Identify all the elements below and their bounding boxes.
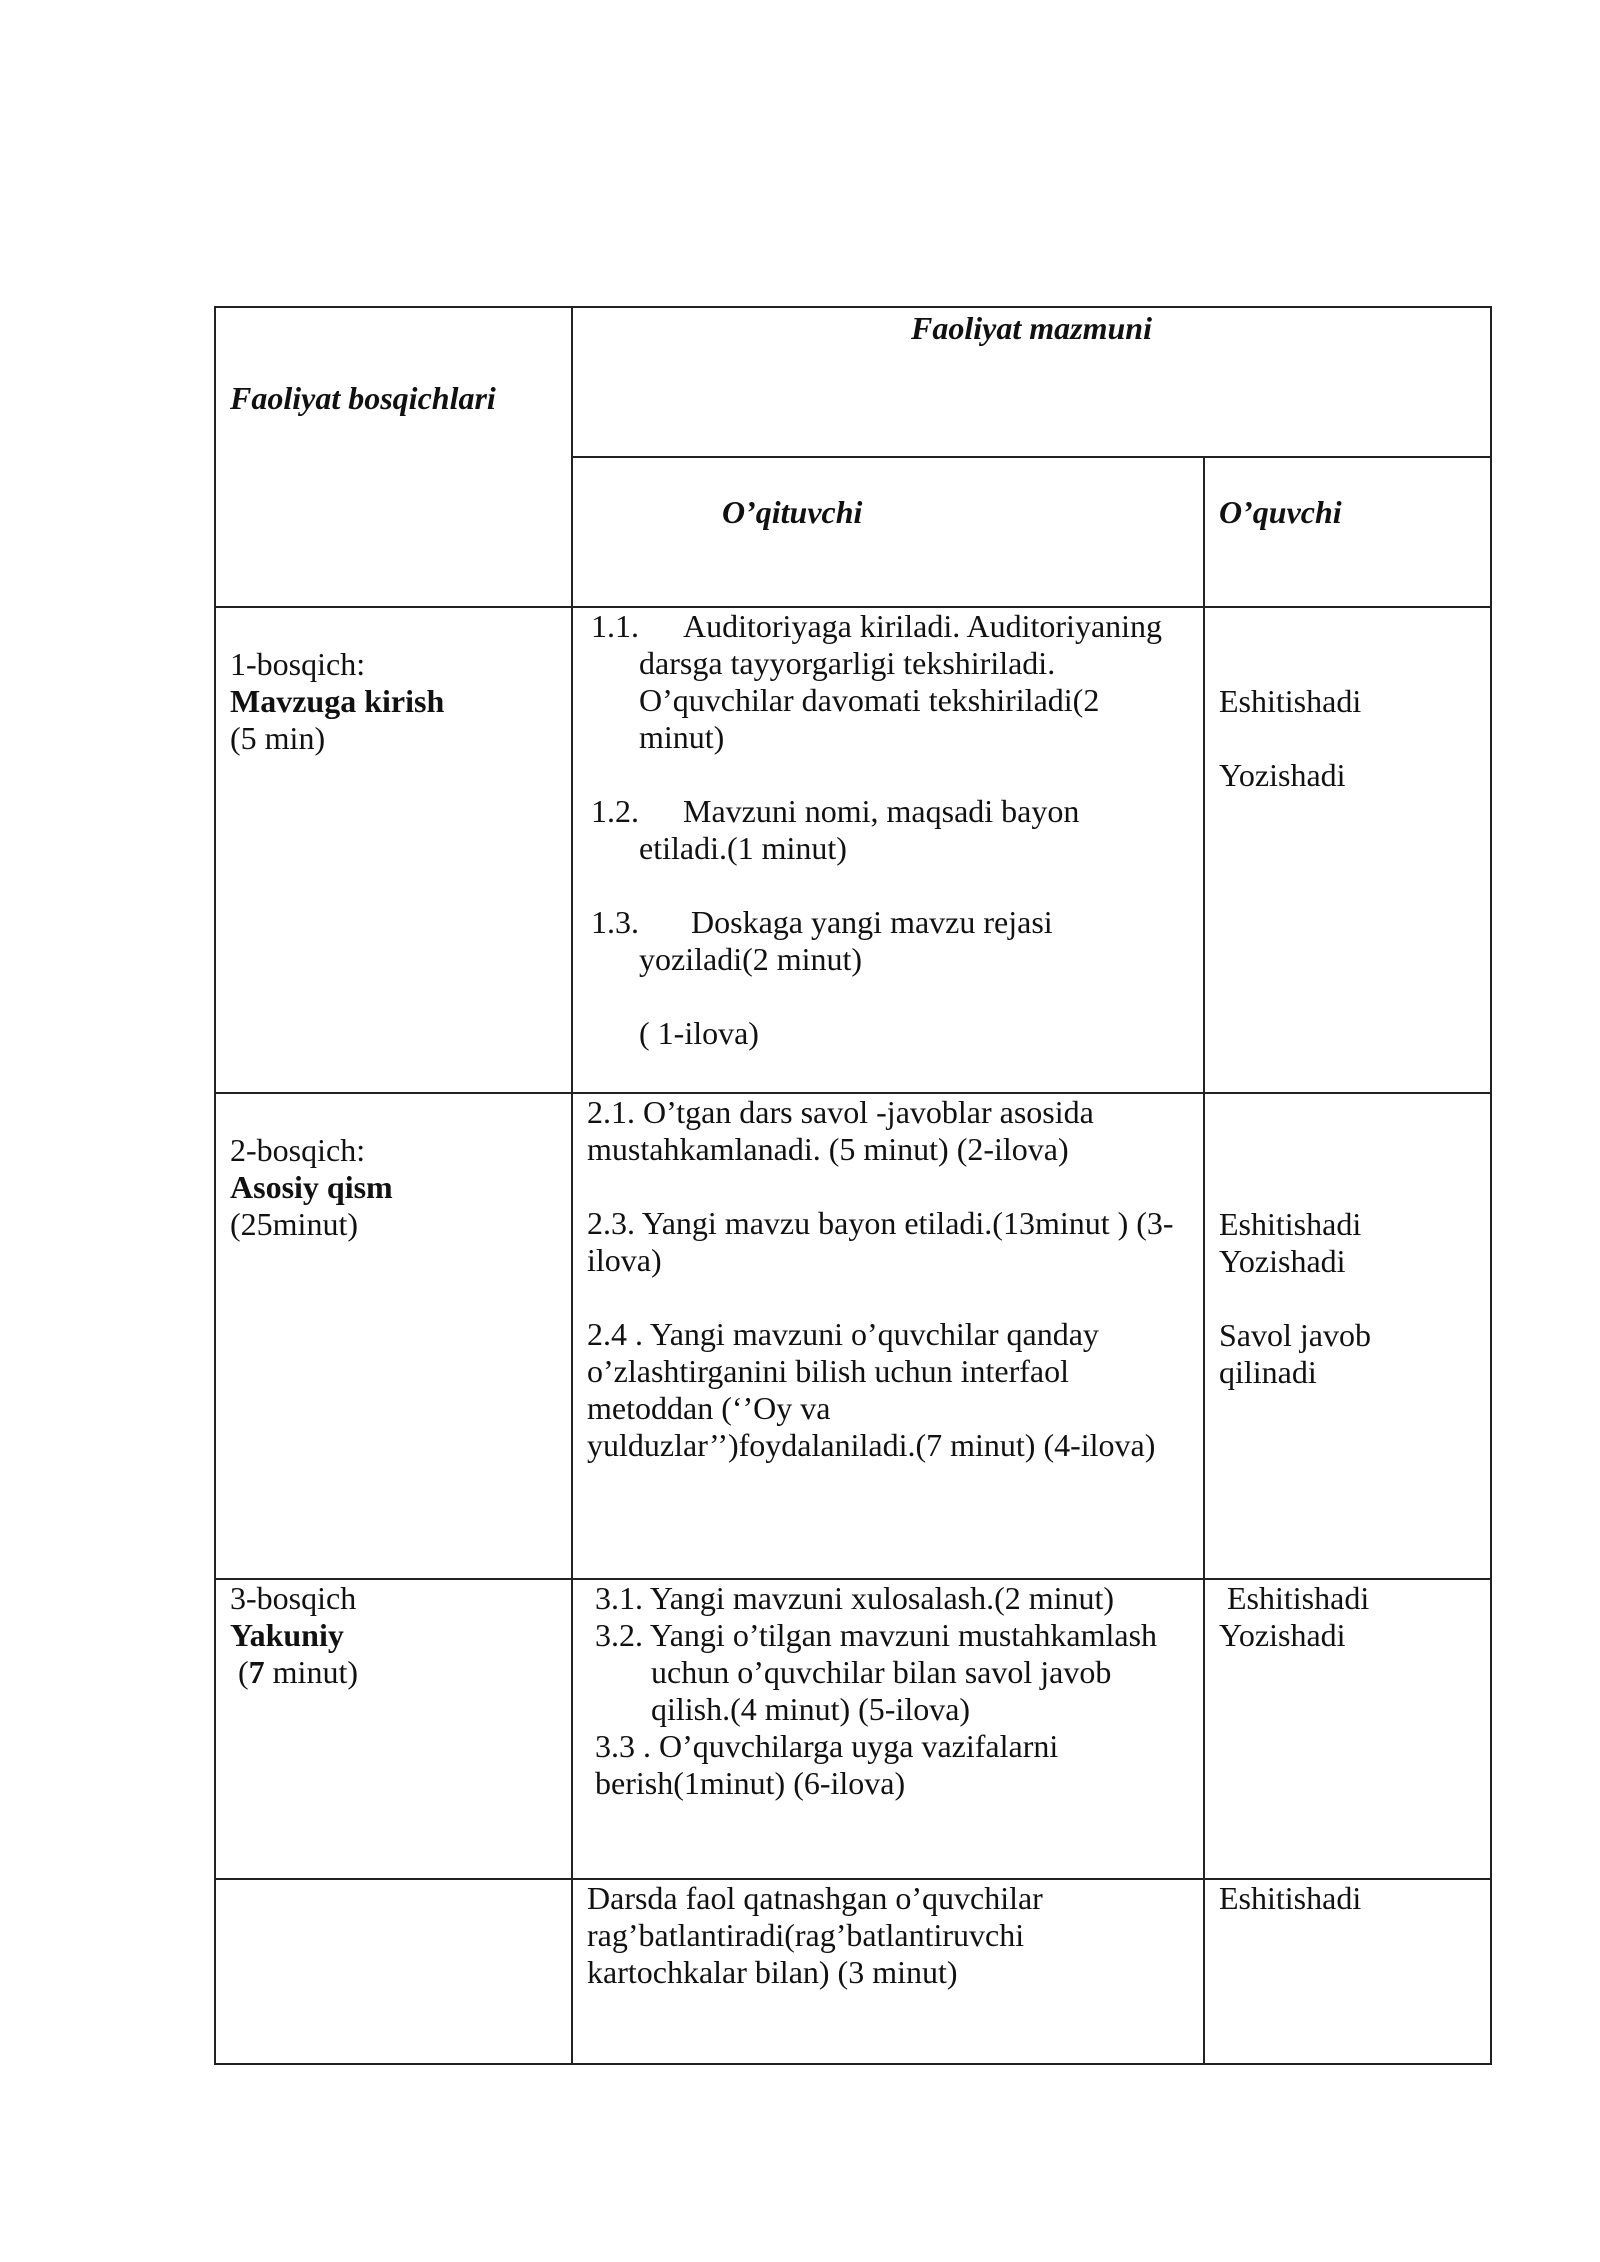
stage-2-cell [215, 1093, 572, 1579]
item-3-3-line1: 3.3 . O’quvchilarga uyga vazifalarni [595, 1728, 1059, 1764]
student-1-action-2: Yozishadi [1219, 757, 1346, 793]
item-1-3 [591, 904, 1189, 941]
content-header-cell [572, 307, 1491, 457]
item-2-3-line1: 2.3. Yangi mavzu bayon etiladi.(13minut ) (3- [587, 1205, 1174, 1241]
item-1-3-number: 1.3. [591, 904, 639, 940]
student-2-action-1: Eshitishadi [1219, 1206, 1362, 1242]
item-3-2-line2: uchun o’quvchilar bilan savol javob [651, 1654, 1112, 1690]
content-header: Faoliyat mazmuni [911, 310, 1152, 346]
item-3-2-line3: qilish.(4 minut) (5-ilova) [651, 1691, 971, 1727]
teacher-cell-4 [572, 1879, 1204, 2064]
student-header: O’quvchi [1219, 494, 1342, 530]
teacher-cell-3 [572, 1579, 1204, 1879]
stage-4-cell [215, 1879, 572, 2064]
teacher-cell-2 [572, 1093, 1204, 1579]
stage-row-2 [215, 1093, 1491, 1579]
stage-row-3 [215, 1579, 1491, 1879]
stage-row-1 [215, 607, 1491, 1093]
student-cell-3 [1204, 1579, 1491, 1879]
teacher-header: O’qituvchi [722, 494, 863, 530]
item-1-3-note: ( 1-ilova) [639, 1015, 759, 1051]
stage-2-time: (25minut) [230, 1206, 358, 1242]
stage-3-time-number: 7 [248, 1654, 265, 1690]
item-1-3-text: Doskaga yangi mavzu rejasi [691, 904, 1053, 940]
stage-1-label: 1-bosqich: [230, 646, 366, 682]
student-1-action-1: Eshitishadi [1219, 683, 1362, 719]
item-4-line1: Darsda faol qatnashgan o’quvchilar [587, 1880, 1043, 1916]
header-row-top [215, 307, 1491, 457]
item-1-1-line3: O’quvchilar davomati tekshiriladi(2 [639, 682, 1100, 718]
student-4-action-1: Eshitishadi [1219, 1880, 1362, 1916]
teacher-cell-1 [572, 607, 1204, 1093]
item-1-2-line2: etiladi.(1 minut) [639, 830, 847, 866]
stage-3-cell [215, 1579, 572, 1879]
student-2-action-3: Savol javob [1219, 1317, 1371, 1353]
student-cell-1 [1204, 607, 1491, 1093]
item-3-1: 3.1. Yangi mavzuni xulosalash.(2 minut) [595, 1580, 1115, 1616]
stage-1-time: (5 min) [230, 720, 326, 756]
item-2-4-line3: metoddan (‘’Oy va [587, 1390, 831, 1426]
item-1-1-line2: darsga tayyorgarligi tekshiriladi. [639, 645, 1056, 681]
stage-2-label: 2-bosqich: [230, 1132, 366, 1168]
stage-3-time: (7 minut) [230, 1654, 358, 1690]
student-cell-4 [1204, 1879, 1491, 2064]
item-2-1-line2: mustahkamlanadi. (5 minut) (2-ilova) [587, 1131, 1069, 1167]
item-1-2-number: 1.2. [591, 793, 639, 829]
item-1-1 [591, 608, 1189, 645]
teacher-header-cell [572, 457, 1204, 607]
stage-1-cell [215, 607, 572, 1093]
item-2-4-line2: o’zlashtirganini bilish uchun interfaol [587, 1353, 1069, 1389]
item-1-3-line2: yoziladi(2 minut) [639, 941, 863, 977]
stages-header: Faoliyat bosqichlari [230, 380, 496, 416]
student-2-action-2: Yozishadi [1219, 1243, 1346, 1279]
item-1-2-text: Mavzuni nomi, maqsadi bayon [683, 793, 1080, 829]
student-2-action-4: qilinadi [1219, 1354, 1317, 1390]
item-2-1-line1: 2.1. O’tgan dars savol -javoblar asosida [587, 1094, 1094, 1130]
item-2-4-line4: yulduzlar’’)foydalaniladi.(7 minut) (4-ilova) [587, 1427, 1156, 1463]
item-3-2-line1: 3.2. Yangi o’tilgan mavzuni mustahkamlash [595, 1617, 1158, 1653]
lesson-plan-table [214, 306, 1492, 2065]
student-3-action-2: Yozishadi [1219, 1617, 1346, 1653]
item-1-1-line4: minut) [639, 719, 725, 755]
stage-3-label: 3-bosqich [230, 1580, 357, 1616]
student-header-cell [1204, 457, 1491, 607]
stage-3-time-unit: minut) [264, 1654, 358, 1690]
item-1-2 [591, 793, 1189, 830]
stage-3-name: Yakuniy [230, 1617, 344, 1653]
item-2-4-line1: 2.4 . Yangi mavzuni o’quvchilar qanday [587, 1316, 1099, 1352]
student-3-action-1: Eshitishadi [1227, 1580, 1370, 1616]
student-cell-2 [1204, 1093, 1491, 1579]
item-2-3-line2: ilova) [587, 1242, 662, 1278]
stage-1-name: Mavzuga kirish [230, 683, 445, 719]
item-1-1-text: Auditoriyaga kiriladi. Auditoriyaning [683, 608, 1163, 644]
stage-row-4 [215, 1879, 1491, 2064]
stages-header-cell [215, 307, 572, 607]
item-4-line2: rag’batlantiradi(rag’batlantiruvchi [587, 1917, 1025, 1953]
stage-2-name: Asosiy qism [230, 1169, 393, 1205]
item-3-3-line2: berish(1minut) (6-ilova) [595, 1765, 906, 1801]
item-4-line3: kartochkalar bilan) (3 minut) [587, 1954, 958, 1990]
item-1-1-number: 1.1. [591, 608, 639, 644]
